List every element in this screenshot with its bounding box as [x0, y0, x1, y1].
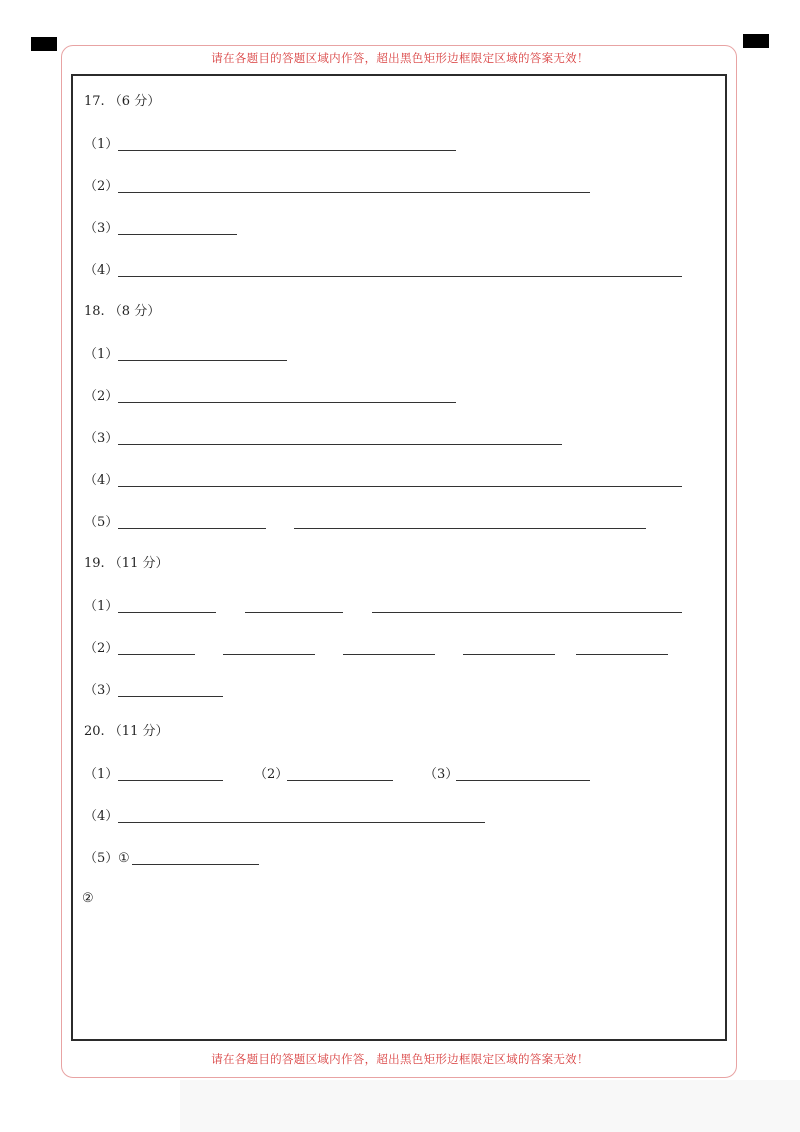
q18-part-4-answer-line[interactable] [118, 486, 682, 487]
q17-part-1-label: （1） [84, 137, 119, 152]
q19-part-2-answer-line-b[interactable] [223, 654, 315, 655]
q18-part-4-label: （4） [84, 473, 119, 488]
q17-part-3-answer-line[interactable] [118, 234, 237, 235]
notice-top: 请在各题目的答题区域内作答，超出黑色矩形边框限定区域的答案无效！ [211, 51, 589, 65]
question-18-title: 18. （8 分） [84, 304, 161, 319]
q18-part-2-answer-line[interactable] [118, 402, 456, 403]
q17-part-2-label: （2） [84, 179, 119, 194]
q20-part-5-answer-line[interactable] [132, 864, 259, 865]
alignment-marker-left [31, 37, 57, 51]
q19-part-2-answer-line-c[interactable] [343, 654, 435, 655]
q18-part-1-label: （1） [84, 347, 119, 362]
question-20-title: 20. （11 分） [84, 724, 169, 739]
q18-part-1-answer-line[interactable] [118, 360, 287, 361]
q20-part-5-2-writing-area[interactable] [82, 912, 712, 1032]
q17-part-1-answer-line[interactable] [118, 150, 456, 151]
q19-part-3-label: （3） [84, 683, 119, 698]
q19-part-1-answer-line-b[interactable] [245, 612, 343, 613]
question-17-title: 17. （6 分） [84, 94, 161, 109]
q20-part-1-answer-line[interactable] [118, 780, 223, 781]
q19-part-1-answer-line-a[interactable] [118, 612, 216, 613]
q19-part-2-answer-line-e[interactable] [576, 654, 668, 655]
alignment-marker-right [743, 34, 769, 48]
q19-part-2-label: （2） [84, 641, 119, 656]
q20-part-4-label: （4） [84, 809, 119, 824]
q20-part-3-answer-line[interactable] [456, 780, 590, 781]
q18-part-3-label: （3） [84, 431, 119, 446]
q17-part-4-label: （4） [84, 263, 119, 278]
q20-part-4-answer-line[interactable] [118, 822, 485, 823]
q19-part-2-answer-line-a[interactable] [118, 654, 195, 655]
page-shadow [180, 1080, 800, 1132]
q19-part-2-answer-line-d[interactable] [463, 654, 555, 655]
question-19-title: 19. （11 分） [84, 556, 169, 571]
q18-part-5-label: （5） [84, 515, 119, 530]
q19-part-3-answer-line[interactable] [118, 696, 223, 697]
q20-part-3-label: （3） [424, 767, 459, 782]
q20-part-1-label: （1） [84, 767, 119, 782]
q17-part-3-label: （3） [84, 221, 119, 236]
q18-part-3-answer-line[interactable] [118, 444, 562, 445]
q18-part-5-answer-line-a[interactable] [118, 528, 266, 529]
answer-area-box [71, 74, 727, 1041]
q20-part-5-label: （5） [84, 851, 119, 866]
q19-part-1-label: （1） [84, 599, 119, 614]
notice-bottom: 请在各题目的答题区域内作答，超出黑色矩形边框限定区域的答案无效！ [211, 1052, 589, 1066]
q18-part-2-label: （2） [84, 389, 119, 404]
q20-part-5-circled-one: ① [118, 851, 130, 866]
q20-part-2-label: （2） [254, 767, 289, 782]
q20-part-5-circled-two: ② [82, 891, 94, 906]
q20-part-2-answer-line[interactable] [287, 780, 393, 781]
q19-part-1-answer-line-c[interactable] [372, 612, 682, 613]
q17-part-2-answer-line[interactable] [118, 192, 590, 193]
q18-part-5-answer-line-b[interactable] [294, 528, 646, 529]
q17-part-4-answer-line[interactable] [118, 276, 682, 277]
